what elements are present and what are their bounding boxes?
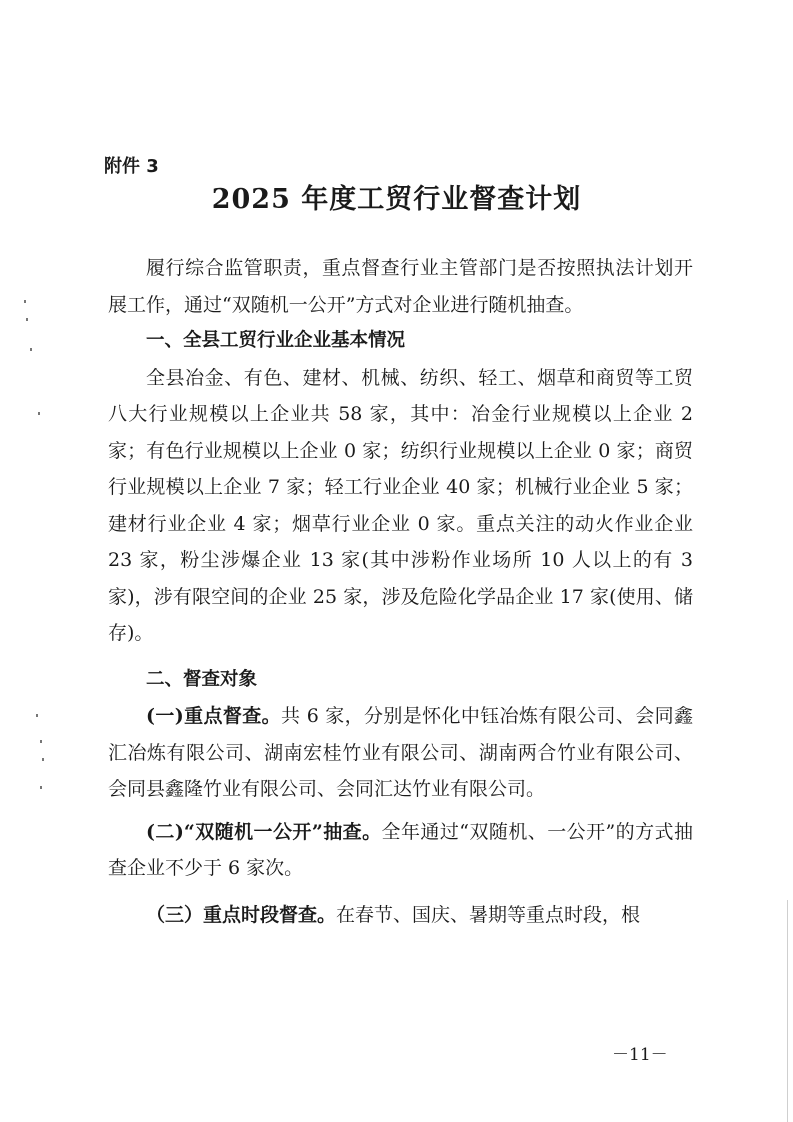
scan-speck <box>38 412 40 415</box>
section-2-item-2 <box>108 814 693 887</box>
item-1-lead: (一)重点督查。 <box>146 705 281 727</box>
section-1-paragraph: 全县冶金、有色、建材、机械、纺织、轻工、烟草和商贸等工贸八大行业规模以上企业共 58 家，其中：冶金行业规模以上企业 2 家；有色行业规模以上企业 0 家；纺织行业规模以上企业 0 家；商贸行业规模以上企业 7 家；轻工行业企业 40 家；机械行业企业 5 家；建材行业企业 4 家；烟草行业企业 0 家。重点关注的动火作业企业 23 家，粉尘涉爆企业 13 家(其中涉粉作业场所 10 人以上的有 3 家)，涉有限空间的企业 25 家，涉及危险化学品企业 17 家(使用、储存)。 <box>108 366 693 644</box>
intro-paragraph: 履行综合监管职责，重点督查行业主管部门是否按照执法计划开展工作，通过“双随机一公开”方式对企业进行随机抽查。 <box>108 257 693 316</box>
scan-speck <box>30 348 32 351</box>
item-1-text: 共 6 家，分别是怀化中钰冶炼有限公司、会同鑫汇冶炼有限公司、湖南宏桂竹业有限公司、湖南两合竹业有限公司、会同县鑫隆竹业有限公司、会同汇达竹业有限公司。 <box>108 705 694 800</box>
item-3-lead: （三）重点时段督查。 <box>146 903 337 926</box>
scan-speck <box>26 318 28 321</box>
item-2-text: 全年通过“双随机、一公开”的方式抽查企业不少于 6 家次。 <box>108 820 693 879</box>
section-2-heading: 二、督查对象 <box>146 668 258 690</box>
scan-speck <box>36 714 38 717</box>
section-1-heading: 一、全县工贸行业企业基本情况 <box>146 330 406 351</box>
section-2-item-3 <box>108 897 693 934</box>
scan-speck <box>40 740 42 743</box>
scan-speck <box>40 786 42 789</box>
item-2-lead: (二)“双随机一公开”抽查。 <box>146 820 382 843</box>
document-body <box>108 250 693 933</box>
scan-edge-line <box>787 900 788 1122</box>
scan-speck <box>42 758 44 761</box>
item-3-text: 在春节、国庆、暑期等重点时段，根 <box>336 903 641 926</box>
section-2-item-1 <box>108 698 693 808</box>
attachment-label: 附件 3 <box>104 156 159 177</box>
document-title: 2025 年度工贸行业督查计划 <box>211 184 582 215</box>
page-number: －11－ <box>612 1045 668 1065</box>
scan-speck <box>24 300 26 303</box>
